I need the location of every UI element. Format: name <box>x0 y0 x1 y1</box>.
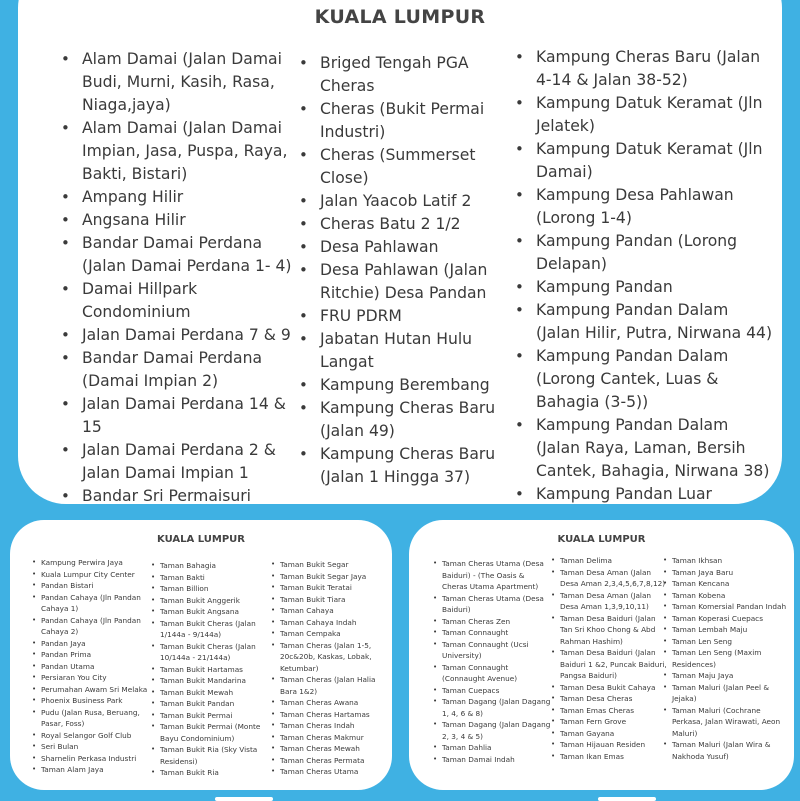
right-column-2 <box>560 555 670 762</box>
area-list-item: • Taman Maluri (Jalan Wira & Nakhoda Yusuf) <box>672 739 787 762</box>
area-list-item: • Jabatan Hutan Hulu Langat <box>320 328 510 374</box>
area-list-item: • Kampung Datuk Keramat (Jln Damai) <box>536 138 776 184</box>
area-list-item: • Taman Bukit Segar Jaya <box>280 571 390 583</box>
area-list-item: • Taman Cahaya <box>280 605 390 617</box>
area-list-item: • Taman Hijauan Residen <box>560 739 670 751</box>
next-card-edge-right <box>598 797 656 801</box>
main-column-3 <box>536 46 776 504</box>
area-list-item: • Ampang Hilir <box>82 186 298 209</box>
area-list-item: • Pudu (Jalan Rusa, Beruang, Pasar, Foss) <box>41 707 153 730</box>
area-list-item: • Taman Cuepacs <box>442 685 552 697</box>
area-list-item: • Taman Cheras Utama (Desa Baiduri) <box>442 593 552 616</box>
area-list-item: • Taman Bukit Ria (Sky Vista Residensi) <box>160 744 271 767</box>
area-list-item: • Taman Cheras Mewah <box>280 743 390 755</box>
area-list-item: • Pandan Cahaya (Jln Pandan Cahaya 1) <box>41 592 153 615</box>
left-column-3 <box>280 559 390 778</box>
area-list-item: • Bandar Sri Permaisuri <box>82 485 298 504</box>
area-list-item: • Taman Billion <box>160 583 271 595</box>
area-list-item: • Cheras Batu 2 1/2 <box>320 213 510 236</box>
area-list-item: • Taman Cahaya Indah <box>280 617 390 629</box>
area-list-item: • Taman Lembah Maju <box>672 624 787 636</box>
area-list-item: • Taman Bukit Anggerik <box>160 595 271 607</box>
area-list-item: • Pandan Bistari <box>41 580 153 592</box>
area-list-item: • Kampung Pandan Dalam (Jalan Raya, Laman, Bersih Cantek, Bahagia, Nirwana 38) <box>536 414 776 483</box>
area-list-item: • Taman Alam Jaya <box>41 764 153 776</box>
area-list-item: • Taman Kencana <box>672 578 787 590</box>
area-list-item: • Taman Len Seng <box>672 636 787 648</box>
area-list-item: • Taman Gayana <box>560 728 670 740</box>
area-list-item: • Taman Bukit Ria <box>160 767 271 779</box>
main-column-2 <box>320 52 510 489</box>
area-list-item: • Taman Cheras Makmur <box>280 732 390 744</box>
area-list-item: • Taman Koperasi Cuepacs <box>672 613 787 625</box>
area-list-item: • Taman Desa Bukit Cahaya <box>560 682 670 694</box>
area-list-item: • Kampung Pandan Dalam (Jalan Hilir, Putra, Nirwana 44) <box>536 299 776 345</box>
area-list-item: • FRU PDRM <box>320 305 510 328</box>
area-list-item: • Perumahan Awam Sri Melaka <box>41 684 153 696</box>
area-list-item: • Desa Pahlawan (Jalan Ritchie) Desa Pandan <box>320 259 510 305</box>
area-list-item: • Kampung Pandan Luar <box>536 483 776 504</box>
area-list-item: • Taman Desa Baiduri (Jalan Tan Sri Khoo Chong & Abd Rahman Hashim) <box>560 613 670 648</box>
right-area-card <box>409 520 794 790</box>
area-list-item: • Taman Maluri (Cochrane Perkasa, Jalan Wirawati, Aeon Maluri) <box>672 705 787 740</box>
area-list-item: • Taman Cheras Utama (Desa Baiduri) - (The Oasis & Cheras Utama Apartment) <box>442 558 552 593</box>
area-list-item: • Taman Dagang (Jalan Dagang 1, 4, 6 & 8) <box>442 696 552 719</box>
area-list-item: • Taman Connaught (Ucsi University) <box>442 639 552 662</box>
area-list-item: • Kampung Pandan (Lorong Delapan) <box>536 230 776 276</box>
area-list-item: • Kampung Pandan <box>536 276 776 299</box>
area-list-item: • Seri Bulan <box>41 741 153 753</box>
area-list-item: • Pandan Jaya <box>41 638 153 650</box>
area-list-item: • Taman Bukit Mandarina <box>160 675 271 687</box>
right-column-3 <box>672 555 787 762</box>
area-list-item: • Taman Bukit Tiara <box>280 594 390 606</box>
area-list-item: • Taman Cheras Hartamas <box>280 709 390 721</box>
right-card-title: KUALA LUMPUR <box>557 534 646 545</box>
main-card-title: KUALA LUMPUR <box>314 6 486 28</box>
area-list-item: • Taman Bukit Segar <box>280 559 390 571</box>
area-list-item: • Jalan Damai Perdana 7 & 9 <box>82 324 298 347</box>
area-list-item: • Taman Ikhsan <box>672 555 787 567</box>
left-column-2 <box>160 560 271 779</box>
area-list-item: • Taman Desa Cheras <box>560 693 670 705</box>
area-list-item: • Taman Bukit Angsana <box>160 606 271 618</box>
left-card-title: KUALA LUMPUR <box>157 534 245 545</box>
area-list-item: • Taman Bukit Teratai <box>280 582 390 594</box>
area-list-item: • Taman Cheras Indah <box>280 720 390 732</box>
right-column-1 <box>442 558 552 765</box>
area-list-item: • Royal Selangor Golf Club <box>41 730 153 742</box>
area-list-item: • Taman Bukit Permai (Monte Bayu Condominium) <box>160 721 271 744</box>
area-list-item: • Taman Bakti <box>160 572 271 584</box>
area-list-item: • Taman Delima <box>560 555 670 567</box>
area-list-item: • Taman Cheras (Jalan Halia Bara 1&2) <box>280 674 390 697</box>
area-list-item: • Taman Bukit Mewah <box>160 687 271 699</box>
main-area-card <box>18 0 782 504</box>
left-area-card <box>10 520 392 790</box>
area-list-item: • Taman Desa Aman (Jalan Desa Aman 2,3,4,5,6,7,8,12) <box>560 567 670 590</box>
area-list-item: • Alam Damai (Jalan Damai Budi, Murni, Kasih, Rasa, Niaga,jaya) <box>82 48 298 117</box>
area-list-item: • Kuala Lumpur City Center <box>41 569 153 581</box>
area-list-item: • Taman Connaught (Connaught Avenue) <box>442 662 552 685</box>
area-list-item: • Taman Bukit Pandan <box>160 698 271 710</box>
area-list-item: • Taman Cheras Permata <box>280 755 390 767</box>
area-list-item: • Taman Emas Cheras <box>560 705 670 717</box>
area-list-item: • Taman Cheras Utama <box>280 766 390 778</box>
area-list-item: • Pandan Utama <box>41 661 153 673</box>
area-list-item: • Taman Bahagia <box>160 560 271 572</box>
area-list-item: • Taman Len Seng (Maxim Residences) <box>672 647 787 670</box>
area-list-item: • Kampung Perwira Jaya <box>41 557 153 569</box>
area-list-item: • Bandar Damai Perdana (Jalan Damai Perdana 1- 4) <box>82 232 298 278</box>
area-list-item: • Pandan Cahaya (Jln Pandan Cahaya 2) <box>41 615 153 638</box>
area-list-item: • Phoenix Business Park <box>41 695 153 707</box>
area-list-item: • Taman Bukit Hartamas <box>160 664 271 676</box>
area-list-item: • Taman Fern Grove <box>560 716 670 728</box>
area-list-item: • Taman Bukit Cheras (Jalan 10/144a - 21/144a) <box>160 641 271 664</box>
left-column-1 <box>41 557 153 776</box>
area-list-item: • Persiaran You City <box>41 672 153 684</box>
area-list-item: • Taman Komersial Pandan Indah <box>672 601 787 613</box>
area-list-item: • Kampung Pandan Dalam (Lorong Cantek, Luas & Bahagia (3-5)) <box>536 345 776 414</box>
area-list-item: • Taman Dagang (Jalan Dagang 2, 3, 4 & 5) <box>442 719 552 742</box>
area-list-item: • Taman Bukit Permai <box>160 710 271 722</box>
area-list-item: • Taman Cempaka <box>280 628 390 640</box>
area-list-item: • Taman Kobena <box>672 590 787 602</box>
area-list-item: • Jalan Damai Perdana 2 & Jalan Damai Impian 1 <box>82 439 298 485</box>
area-list-item: • Taman Cheras Zen <box>442 616 552 628</box>
next-card-edge-left <box>215 797 273 801</box>
area-list-item: • Taman Desa Aman (Jalan Desa Aman 1,3,9,10,11) <box>560 590 670 613</box>
area-list-item: • Jalan Yaacob Latif 2 <box>320 190 510 213</box>
area-list-item: • Taman Desa Baiduri (Jalan Baiduri 1 &2, Puncak Baiduri, Pangsa Baiduri) <box>560 647 670 682</box>
area-list-item: • Cheras (Summerset Close) <box>320 144 510 190</box>
area-list-item: • Taman Connaught <box>442 627 552 639</box>
area-list-item: • Angsana Hilir <box>82 209 298 232</box>
area-list-item: • Kampung Cheras Baru (Jalan 4-14 & Jalan 38-52) <box>536 46 776 92</box>
area-list-item: • Kampung Cheras Baru (Jalan 49) <box>320 397 510 443</box>
area-list-item: • Taman Maluri (Jalan Peel & Jejaka) <box>672 682 787 705</box>
area-list-item: • Cheras (Bukit Permai Industri) <box>320 98 510 144</box>
area-list-item: • Taman Jaya Baru <box>672 567 787 579</box>
main-column-1 <box>82 48 298 504</box>
area-list-item: • Briged Tengah PGA Cheras <box>320 52 510 98</box>
area-list-item: • Taman Cheras Awana <box>280 697 390 709</box>
area-list-item: • Kampung Berembang <box>320 374 510 397</box>
area-list-item: • Taman Cheras (Jalan 1-5, 20c&20b, Kaskas, Lobak, Ketumbar) <box>280 640 390 675</box>
area-list-item: • Damai Hillpark Condominium <box>82 278 298 324</box>
area-list-item: • Sharnelin Perkasa Industri <box>41 753 153 765</box>
area-list-item: • Taman Maju Jaya <box>672 670 787 682</box>
area-list-item: • Alam Damai (Jalan Damai Impian, Jasa, Puspa, Raya, Bakti, Bistari) <box>82 117 298 186</box>
area-list-item: • Taman Bukit Cheras (Jalan 1/144a - 9/144a) <box>160 618 271 641</box>
area-list-item: • Kampung Desa Pahlawan (Lorong 1-4) <box>536 184 776 230</box>
area-list-item: • Bandar Damai Perdana (Damai Impian 2) <box>82 347 298 393</box>
area-list-item: • Pandan Prima <box>41 649 153 661</box>
area-list-item: • Taman Damai Indah <box>442 754 552 766</box>
area-list-item: • Desa Pahlawan <box>320 236 510 259</box>
area-list-item: • Jalan Damai Perdana 14 & 15 <box>82 393 298 439</box>
area-list-item: • Kampung Cheras Baru (Jalan 1 Hingga 37) <box>320 443 510 489</box>
area-list-item: • Taman Ikan Emas <box>560 751 670 763</box>
area-list-item: • Kampung Datuk Keramat (Jln Jelatek) <box>536 92 776 138</box>
area-list-item: • Taman Dahlia <box>442 742 552 754</box>
